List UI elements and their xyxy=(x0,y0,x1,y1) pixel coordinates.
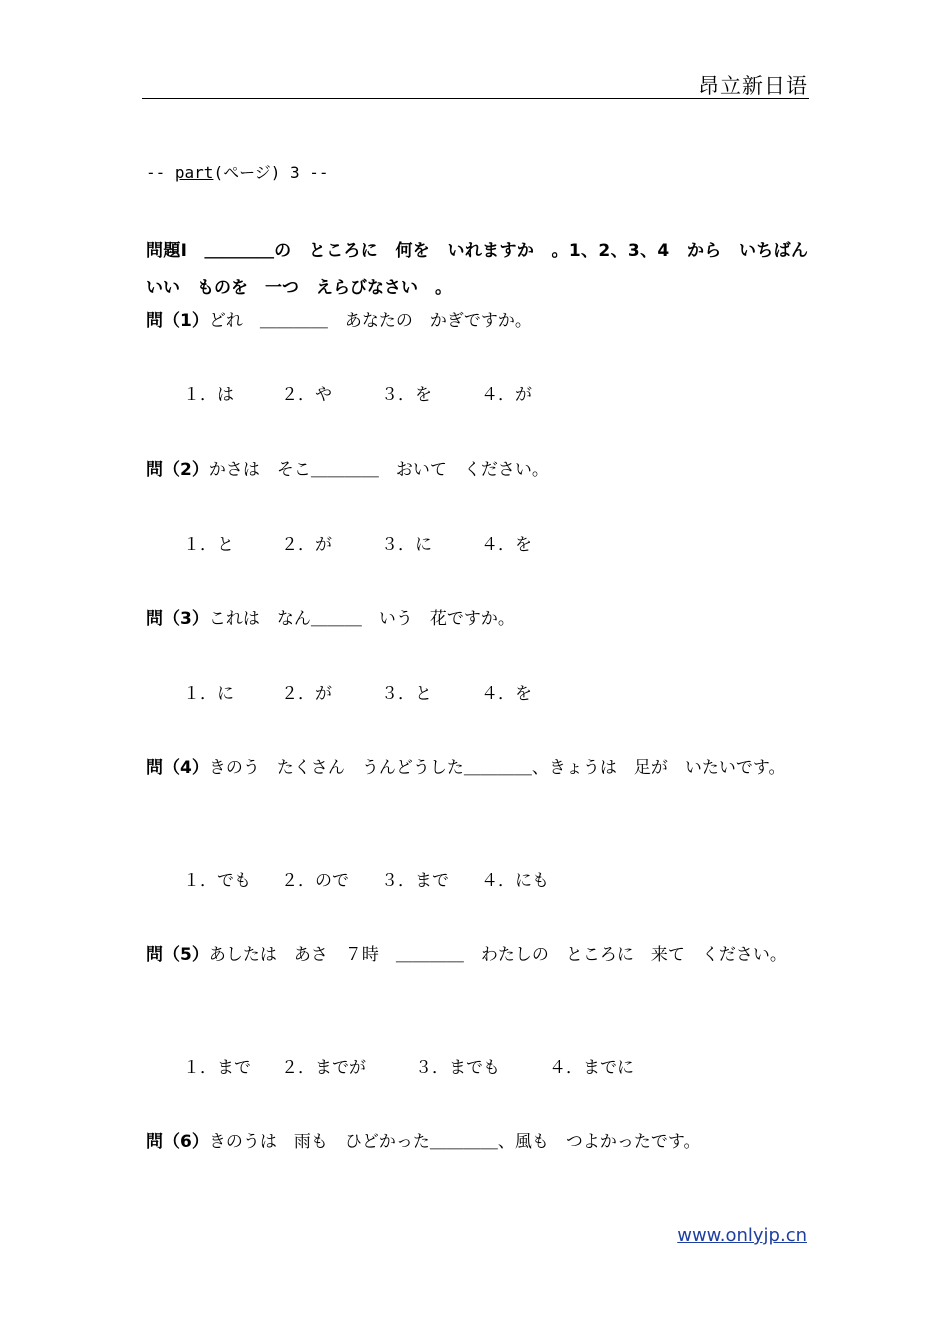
option[interactable]: ４．にも xyxy=(481,871,549,891)
option[interactable]: ３．に xyxy=(381,535,432,555)
question-5 xyxy=(146,937,808,974)
option[interactable]: １．と xyxy=(183,535,234,555)
question-6 xyxy=(146,1124,808,1161)
option[interactable]: ２．までが xyxy=(281,1058,366,1078)
question-label: 問（4） xyxy=(146,758,209,778)
question-label: 問（1） xyxy=(146,311,209,331)
option[interactable]: ３．までも xyxy=(415,1058,500,1078)
question-text: かさは そこ＿＿＿＿ おいて ください。 xyxy=(208,460,549,480)
question-text: あしたは あさ ７時 ＿＿＿＿ わたしの ところに 来て ください。 xyxy=(208,945,787,965)
question-text: これは なん＿＿＿ いう 花ですか。 xyxy=(208,609,515,629)
option[interactable]: ３．を xyxy=(381,385,432,405)
option[interactable]: ４．までに xyxy=(549,1058,634,1078)
question-label: 問（3） xyxy=(146,609,209,629)
option[interactable]: ４．が xyxy=(481,385,532,405)
question-text: きのうは 雨も ひどかった＿＿＿＿、風も つよかったです。 xyxy=(208,1132,701,1152)
option[interactable]: １．でも xyxy=(183,871,251,891)
question-label: 問（2） xyxy=(146,460,209,480)
option[interactable]: ２．が xyxy=(281,684,332,704)
option[interactable]: ２．ので xyxy=(281,871,349,891)
question-label: 問（6） xyxy=(146,1132,209,1152)
question-4 xyxy=(146,750,808,787)
part-word: part xyxy=(174,163,214,182)
option[interactable]: ３．と xyxy=(381,684,432,704)
option[interactable]: ２．や xyxy=(281,385,332,405)
question-label: 問（5） xyxy=(146,945,209,965)
option[interactable]: ２．が xyxy=(281,535,332,555)
options-2 xyxy=(183,530,783,560)
part-rest: (ページ) 3 -- xyxy=(213,163,329,182)
options-4 xyxy=(183,866,783,896)
part-label xyxy=(146,160,329,183)
footer-website-link[interactable]: www.onlyjp.cn xyxy=(677,1225,807,1246)
option[interactable]: ３．まで xyxy=(381,871,449,891)
instruction-text: 問題Ⅰ ＿＿＿＿の ところに 何を いれますか 。1、2、3、4 から いちばん いい ものを 一つ えらびなさい 。 xyxy=(146,241,825,298)
question-3 xyxy=(146,601,808,638)
option[interactable]: ４．を xyxy=(481,684,532,704)
part-prefix: -- xyxy=(146,163,175,182)
options-3 xyxy=(183,679,783,709)
question-text: きのう たくさん うんどうした＿＿＿＿、きょうは 足が いたいです。 xyxy=(208,758,786,778)
options-5 xyxy=(183,1053,783,1083)
header-divider xyxy=(142,98,809,99)
question-1 xyxy=(146,303,808,340)
header-title: 昂立新日语 xyxy=(698,74,808,98)
option[interactable]: １．に xyxy=(183,684,234,704)
options-1 xyxy=(183,380,783,410)
option[interactable]: １．は xyxy=(183,385,234,405)
question-text: どれ ＿＿＿＿ あなたの かぎですか。 xyxy=(208,311,532,331)
option[interactable]: ４．を xyxy=(481,535,532,555)
option[interactable]: １．まで xyxy=(183,1058,251,1078)
question-2 xyxy=(146,452,808,489)
